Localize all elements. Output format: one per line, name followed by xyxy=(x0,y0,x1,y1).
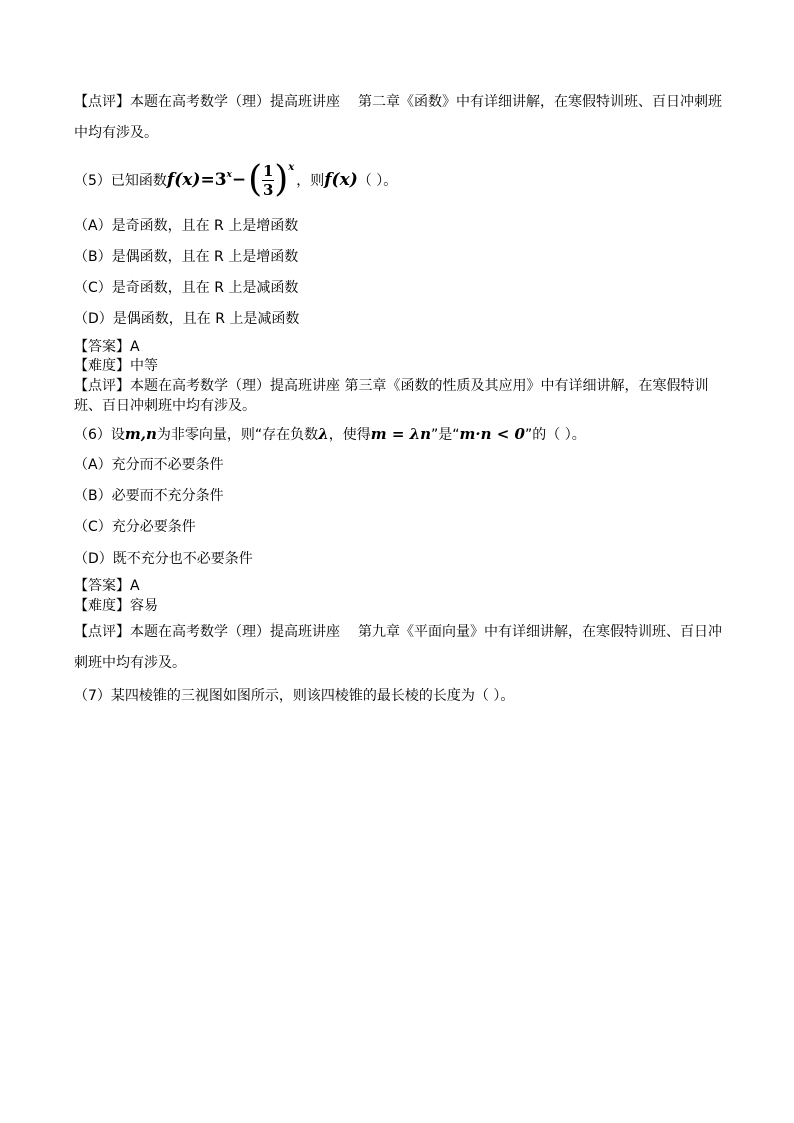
q6-text-3: ”是“ xyxy=(431,427,460,443)
q5-fx: f(x) xyxy=(166,170,201,190)
q5-suffix: （ ）。 xyxy=(357,173,398,189)
q6-review-line-1 xyxy=(74,623,722,641)
q6-option-c: （C）充分必要条件 xyxy=(74,519,196,535)
q4-review-text-a: 【点评】本题在高考数学（理）提高班讲座 xyxy=(74,94,340,110)
q5-frac-num: 1 xyxy=(263,161,274,180)
q5-review-line-1: 【点评】本题在高考数学（理）提高班讲座 第三章《函数的性质及其应用》中有详细讲解，在寒假特训 xyxy=(74,378,709,394)
q6-review-text-b: 第九章《平面向量》中有详细讲解，在寒假特训班、百日冲 xyxy=(358,624,722,640)
q7-stem: （7）某四棱锥的三视图如图所示，则该四棱锥的最长棱的长度为（ ）。 xyxy=(74,688,515,704)
q5-option-a: （A）是奇函数，且在 R 上是增函数 xyxy=(74,218,299,234)
q5-fraction xyxy=(262,163,274,198)
q5-difficulty: 【难度】中等 xyxy=(74,358,158,374)
q6-mn: m,n xyxy=(124,425,157,443)
q5-minus: − xyxy=(231,170,247,190)
q5-mid: ，则 xyxy=(296,173,325,189)
q5-stem xyxy=(74,160,397,204)
q6-review-line-2: 刺班中均有涉及。 xyxy=(74,655,186,671)
q5-fraction-group xyxy=(248,160,294,202)
q5-fx-2: f(x) xyxy=(324,170,358,190)
q5-paren-right: ) xyxy=(274,159,289,200)
q6-eq-1: m = λn xyxy=(370,425,432,443)
q4-review-line-2: 中均有涉及。 xyxy=(74,125,158,141)
q4-review-text-b: 第二章《函数》中有详细讲解，在寒假特训班、百日冲刺班 xyxy=(358,94,722,110)
q6-stem xyxy=(74,425,586,444)
q6-review-text-a: 【点评】本题在高考数学（理）提高班讲座 xyxy=(74,624,340,640)
q6-text-1: 为非零向量，则“存在负数 xyxy=(156,427,319,443)
q6-difficulty: 【难度】容易 xyxy=(74,598,158,614)
q5-option-c: （C）是奇函数，且在 R 上是减函数 xyxy=(74,280,299,296)
q5-answer: 【答案】A xyxy=(74,339,140,355)
q6-text-2: ，使得 xyxy=(328,427,371,443)
q6-option-b: （B）必要而不充分条件 xyxy=(74,488,224,504)
q5-frac-exponent: x xyxy=(288,162,295,173)
q6-answer: 【答案】A xyxy=(74,578,140,594)
q6-lambda: λ xyxy=(318,425,329,443)
q6-eq-2: m·n < 0 xyxy=(459,425,525,443)
q5-review-line-2: 班、百日冲刺班中均有涉及。 xyxy=(74,398,256,414)
q5-option-b: （B）是偶函数，且在 R 上是增函数 xyxy=(74,249,299,265)
q5-frac-den: 3 xyxy=(263,180,274,199)
q5-exponent: x xyxy=(226,170,232,180)
q5-paren-left: ( xyxy=(248,159,263,200)
q6-text-4: ”的（ ）。 xyxy=(525,427,586,443)
q5-option-d: （D）是偶函数，且在 R 上是减函数 xyxy=(74,311,300,327)
q4-review-line-1 xyxy=(74,93,722,111)
q6-option-d: （D）既不充分也不必要条件 xyxy=(74,551,253,567)
q6-prefix: （6）设 xyxy=(74,427,125,443)
q6-option-a: （A）充分而不必要条件 xyxy=(74,457,224,473)
q5-eq: =3 xyxy=(200,170,227,190)
q5-prefix: （5）已知函数 xyxy=(74,173,167,189)
